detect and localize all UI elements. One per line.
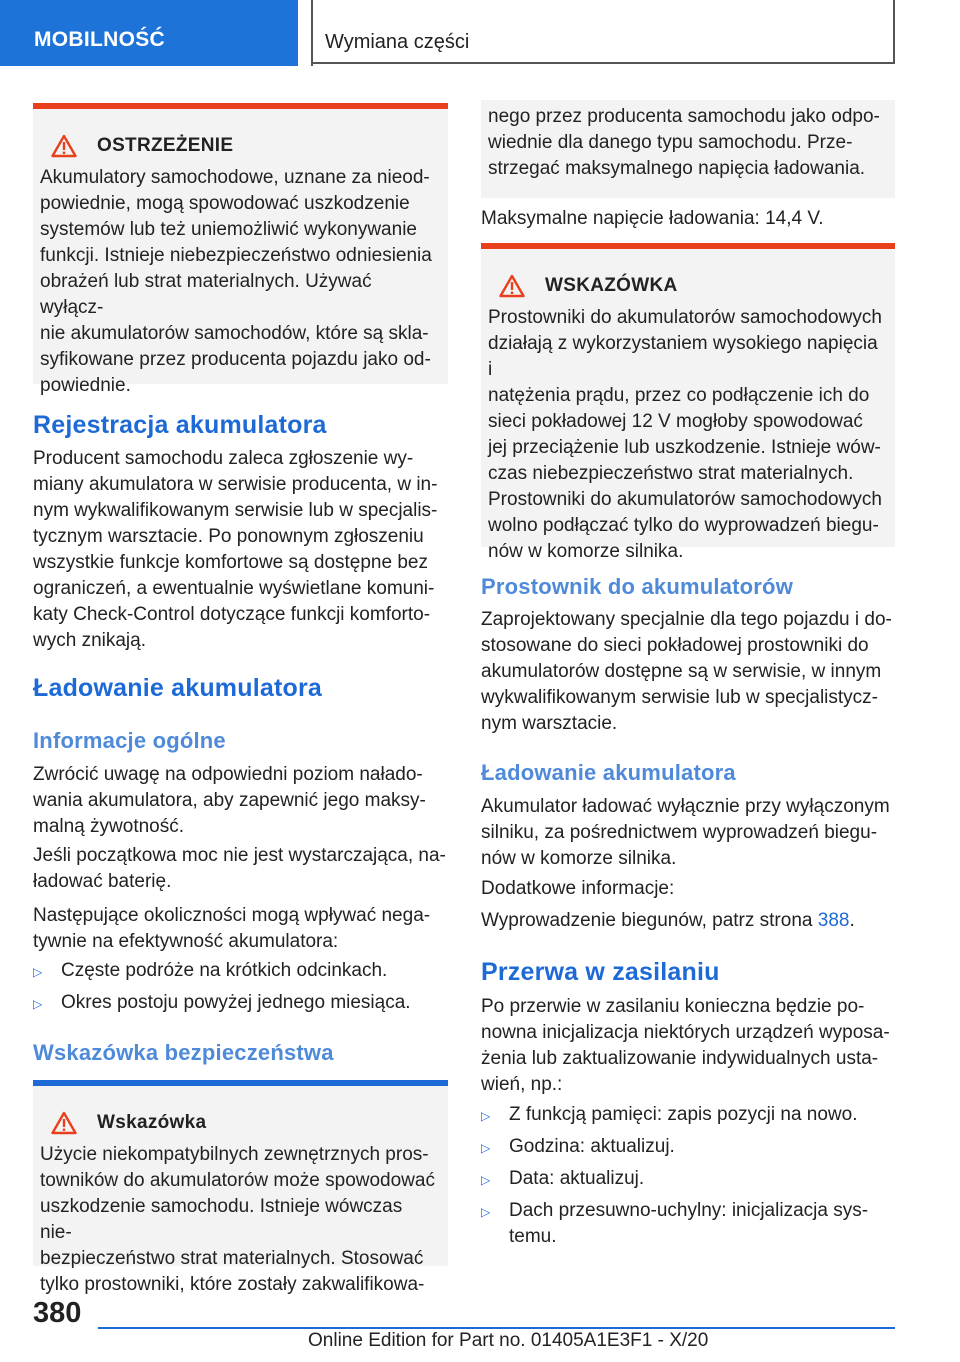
general-info-paragraph-2: Jeśli początkowa moc nie jest wystarczająca, na- ładować baterię.: [33, 845, 446, 892]
general-info-paragraph-1: Zwrócić uwagę na odpowiedni poziom nałado- wania akumulatora, aby zapewnić jego maksy- malną żywotność.: [33, 764, 426, 837]
list-item: ▷ Data: aktualizuj.: [481, 1166, 644, 1194]
list-item: ▷ Dach przesuwno-uchylny: inicjalizacja sys- temu.: [481, 1198, 868, 1250]
heading-battery-registration: Rejestracja akumulatora: [33, 411, 327, 439]
hint-text: Prostowniki do akumulatorów samochodowych działają z wykorzystaniem wysokiego napięcia i natężenia prądu, przez co podłączenie ich do sieci pokładowej 12 V mogłoby spowodować jej przeciążenie lub uszkodzenie. Istnieje wów- czas niebezpieczeństwo strat materialnych. Prostowniki do akumulatorów samochodowych wolno podłączać tylko do wyprowadzeń biegu- nów w komorze silnika.: [488, 307, 882, 562]
note-continued-text: nego przez producenta samochodu jako odpo- wiednie dla danego typu samochodu. Prze- strzegać maksymalnego napięcia ładowania.: [488, 106, 880, 179]
hint-box: [481, 249, 895, 562]
max-voltage-text: Maksymalne napięcie ładowania: 14,4 V.: [481, 208, 824, 229]
warning-triangle-icon: [51, 134, 77, 158]
warning-box: [33, 109, 448, 396]
registration-paragraph: Producent samochodu zaleca zgłoszenie wy- miany akumulatora w serwisie producenta, w in- nym wykwalifikowanym serwisie lub w specjalis- tycznym warsztacie. Po ponownym zgłoszeniu wszystkie funkcje komfortowe są dostępne bez ograniczeń, a ewentualnie wyświetlane komuni- katy Check-Control dotyczące funkcji komforto- wych znikają.: [33, 448, 438, 651]
heading-general-info: Informacje ogólne: [33, 728, 226, 753]
triangle-bullet-icon: ▷: [481, 1141, 491, 1155]
charger-paragraph: Zaprojektowany specjalnie dla tego pojazdu i do- stosowane do sieci pokładowej prostowniki do akumulatorów dostępne są w serwisie, w innym wykwalifikowanym serwisie lub w specjalistycz- nym warsztacie.: [481, 609, 892, 734]
warning-title: OSTRZEŻENIE: [97, 135, 234, 156]
section-tab: MOBILNOŚĆ: [0, 0, 298, 66]
list-item: ▷ Częste podróże na krótkich odcinkach.: [33, 958, 387, 986]
triangle-bullet-icon: ▷: [481, 1205, 491, 1219]
footer-edition: Online Edition for Part no. 01405A1E3F1 - X/20: [308, 1330, 709, 1351]
footer-line: [98, 1327, 895, 1329]
page-number: 380: [33, 1297, 82, 1329]
triangle-bullet-icon: ▷: [33, 965, 43, 979]
warning-triangle-icon: [499, 274, 525, 298]
triangle-bullet-icon: ▷: [481, 1173, 491, 1187]
heading-battery-charging: Ładowanie akumulatora: [33, 674, 322, 702]
list-item: ▷ Godzina: aktualizuj.: [481, 1134, 675, 1162]
general-info-paragraph-3: Następujące okoliczności mogą wpływać nega- tywnie na efektywność akumulatora:: [33, 905, 431, 952]
warning-triangle-icon: [51, 1111, 77, 1135]
triangle-bullet-icon: ▷: [481, 1109, 491, 1123]
heading-power-outage: Przerwa w zasilaniu: [481, 958, 720, 986]
extra-info-label: Dodatkowe informacje:: [481, 878, 675, 899]
warning-text: Akumulatory samochodowe, uznane za nieod- powiednie, mogą spowodować uszkodzenie systemów lub też uniemożliwić wykonywanie funkcji. Istnieje niebezpieczeństwo odniesienia obrażeń lub strat materialnych. Używać wyłącz- nie akumulatorów samochodów, które są skla- syfikowane przez producenta pojazdu jako od- powiednie.: [40, 167, 432, 396]
page-title: Wymiana części: [311, 0, 895, 64]
list-item: ▷ Z funkcją pamięci: zapis pozycji na nowo.: [481, 1102, 858, 1130]
heading-battery-charger: Prostownik do akumulatorów: [481, 574, 794, 599]
note-box: [33, 1086, 448, 1295]
note-title: Wskazówka: [97, 1112, 207, 1133]
page-reference: Wyprowadzenie biegunów, patrz strona 388.: [481, 910, 855, 931]
note-text: Użycie niekompatybilnych zewnętrznych pros- towników do akumulatorów może spowodować uszkodzenie samochodu. Istnieje wówczas nie- bezpieczeństwo strat materialnych. Stosować tylko prostowniki, które zostały zakwalifikowa-: [40, 1144, 435, 1295]
charging-paragraph: Akumulator ładować wyłącznie przy wyłączonym silniku, za pośrednictwem wyprowadzeń biegu- nów w komorze silnika.: [481, 796, 890, 869]
heading-safety-note: Wskazówka bezpieczeństwa: [33, 1040, 334, 1065]
hint-title: WSKAZÓWKA: [545, 275, 678, 296]
heading-charging: Ładowanie akumulatora: [481, 760, 736, 785]
triangle-bullet-icon: ▷: [33, 997, 43, 1011]
note-box-continued: [481, 100, 895, 198]
list-item: ▷ Okres postoju powyżej jednego miesiąca.: [33, 990, 411, 1018]
outage-paragraph: Po przerwie w zasilaniu konieczna będzie po- nowna inicjalizacja niektórych urządzeń wyposa- żenia lub zaktualizowanie indywidualnych usta- wień, np.:: [481, 996, 890, 1095]
page-link[interactable]: 388: [817, 910, 850, 931]
